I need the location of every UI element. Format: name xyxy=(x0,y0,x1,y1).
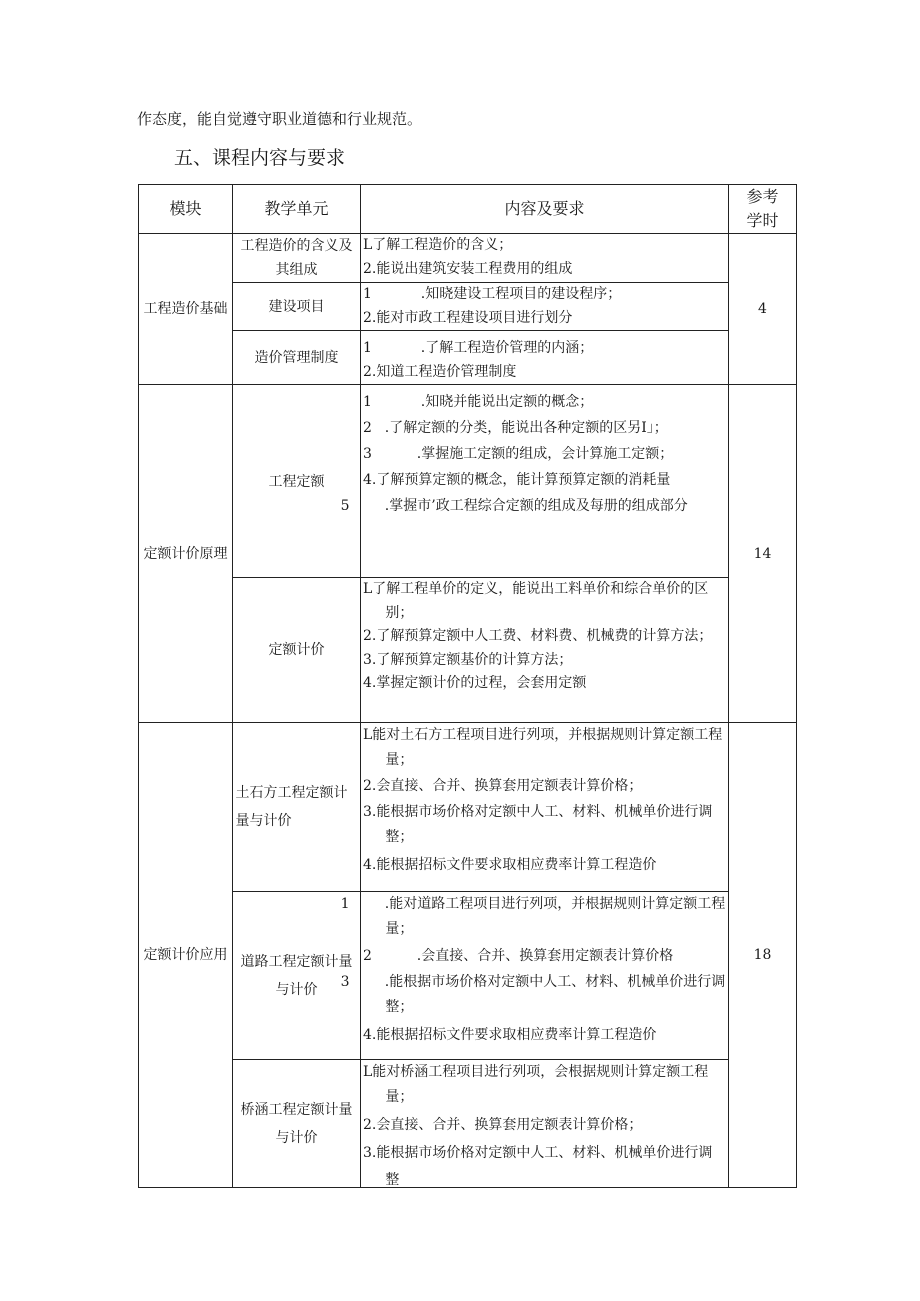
content-line: 2.会直接、合并、换算套用定额表计算价格； xyxy=(363,778,643,794)
header-hours xyxy=(729,185,797,234)
module-cell xyxy=(139,723,233,1188)
unit-cell xyxy=(233,1060,361,1188)
module-name: 工程造价基础 xyxy=(143,301,228,317)
table-row xyxy=(139,892,797,1060)
header-hours-text: 参考学时 xyxy=(746,187,779,230)
content-line: 1 .知晓并能说出定额的概念； xyxy=(363,394,594,410)
content-cell xyxy=(361,234,729,283)
content-line: 4.能根据招标文件要求取相应费率计算工程造价 xyxy=(363,857,657,873)
unit-cell: 工程定额 xyxy=(233,385,361,578)
content-line: 3.能根据市场价格对定额中人工、材料、机械单价进行调整 xyxy=(363,1145,713,1188)
table-row xyxy=(139,234,797,283)
content-line: 2.能对市政工程建设项目进行划分 xyxy=(363,309,573,326)
table-row xyxy=(139,578,797,723)
unit-name: 道路工程定额计量与计价 xyxy=(240,953,353,998)
content-line: L了解工程造价的含义； xyxy=(363,237,513,253)
table-header-row xyxy=(139,185,797,234)
content-cell xyxy=(361,331,729,385)
hours-cell: 14 xyxy=(729,385,797,723)
unit-name: 工程造价的含义及其组成 xyxy=(240,238,353,278)
unit-name: 土石方工程定额计量与计价 xyxy=(235,785,348,829)
unit-cell xyxy=(233,234,361,283)
content-line: 4.能根据招标文件要求取相应费率计算工程造价 xyxy=(363,1027,657,1043)
content-line: 1 .知晓建设工程项目的建设程序； xyxy=(363,286,622,302)
content-line: L能对桥涵工程项目进行列项，会根据规则计算定额工程量； xyxy=(363,1064,709,1105)
content-cell xyxy=(361,1060,729,1188)
module-name: 定额计价原理 xyxy=(143,545,228,562)
unit-name: 桥涵工程定额计量与计价 xyxy=(240,1101,353,1146)
header-module: 模块 xyxy=(139,185,233,234)
course-content-table xyxy=(138,184,797,1188)
content-cell xyxy=(361,578,729,723)
module-cell xyxy=(139,234,233,385)
header-content: 内容及要求 xyxy=(361,185,729,234)
table-row xyxy=(139,385,797,578)
module-cell xyxy=(139,385,233,723)
content-line: L了解工程单价的定义，能说出工料单价和综合单价的区别； xyxy=(363,581,709,621)
content-cell xyxy=(340,385,729,578)
content-line: 2 .了解定额的分类，能说出各种定额的区另I」； xyxy=(363,420,668,436)
content-line: 5 .掌握市’政工程综合定额的组成及每册的组成部分 xyxy=(340,498,688,514)
content-line: 2.知道工程造价管理制度 xyxy=(363,363,517,380)
content-line: 2 .会直接、合并、换算套用定额表计算价格 xyxy=(363,948,674,964)
content-line: 1 .能对道路工程项目进行列项，并根据规则计算定额工程量； xyxy=(340,896,726,937)
content-line: 4.掌握定额计价的过程，会套用定额 xyxy=(363,675,587,691)
content-cell xyxy=(361,723,729,892)
table-row xyxy=(139,723,797,892)
table-row xyxy=(139,331,797,385)
header-unit: 教学单元 xyxy=(233,185,361,234)
content-cell xyxy=(340,892,729,1060)
unit-cell: 定额计价 xyxy=(233,578,361,723)
table-row xyxy=(139,283,797,331)
hours-cell: 18 xyxy=(729,723,797,1188)
content-line: 4.了解预算定额的概念，能计算预算定额的消耗量 xyxy=(363,472,671,488)
content-line: 2.会直接、合并、换算套用定额表计算价格； xyxy=(363,1117,643,1133)
intro-paragraph: 作态度，能自觉遵守职业道德和行业规范。 xyxy=(137,110,423,128)
content-line: 3.能根据市场价格对定额中人工、材料、机械单价进行调整； xyxy=(363,804,713,845)
content-line: 3 .能根据市场价格对定额中人工、材料、机械单价进行调整； xyxy=(340,974,726,1015)
content-line: 3.了解预算定额基价的计算方法； xyxy=(363,651,573,668)
content-cell xyxy=(361,283,729,331)
content-line: 2.能说出建筑安装工程费用的组成 xyxy=(363,260,573,277)
content-line: 2.了解预算定额中人工费、材料费、机械费的计算方法； xyxy=(363,628,713,644)
module-name: 定额计价应用 xyxy=(143,947,228,963)
content-line: L能对土石方工程项目进行列项，并根据规则计算定额工程量； xyxy=(363,727,723,768)
unit-cell: 建设项目 xyxy=(233,283,361,331)
unit-cell: 造价管理制度 xyxy=(233,331,361,385)
section-heading: 五、课程内容与要求 xyxy=(174,147,346,169)
hours-cell: 4 xyxy=(729,234,797,385)
content-line: 1 .了解工程造价管理的内涵； xyxy=(363,340,594,356)
unit-cell xyxy=(233,723,361,892)
table-row xyxy=(139,1060,797,1188)
content-line: 3 .掌握施工定额的组成，会计算施工定额； xyxy=(363,446,674,462)
